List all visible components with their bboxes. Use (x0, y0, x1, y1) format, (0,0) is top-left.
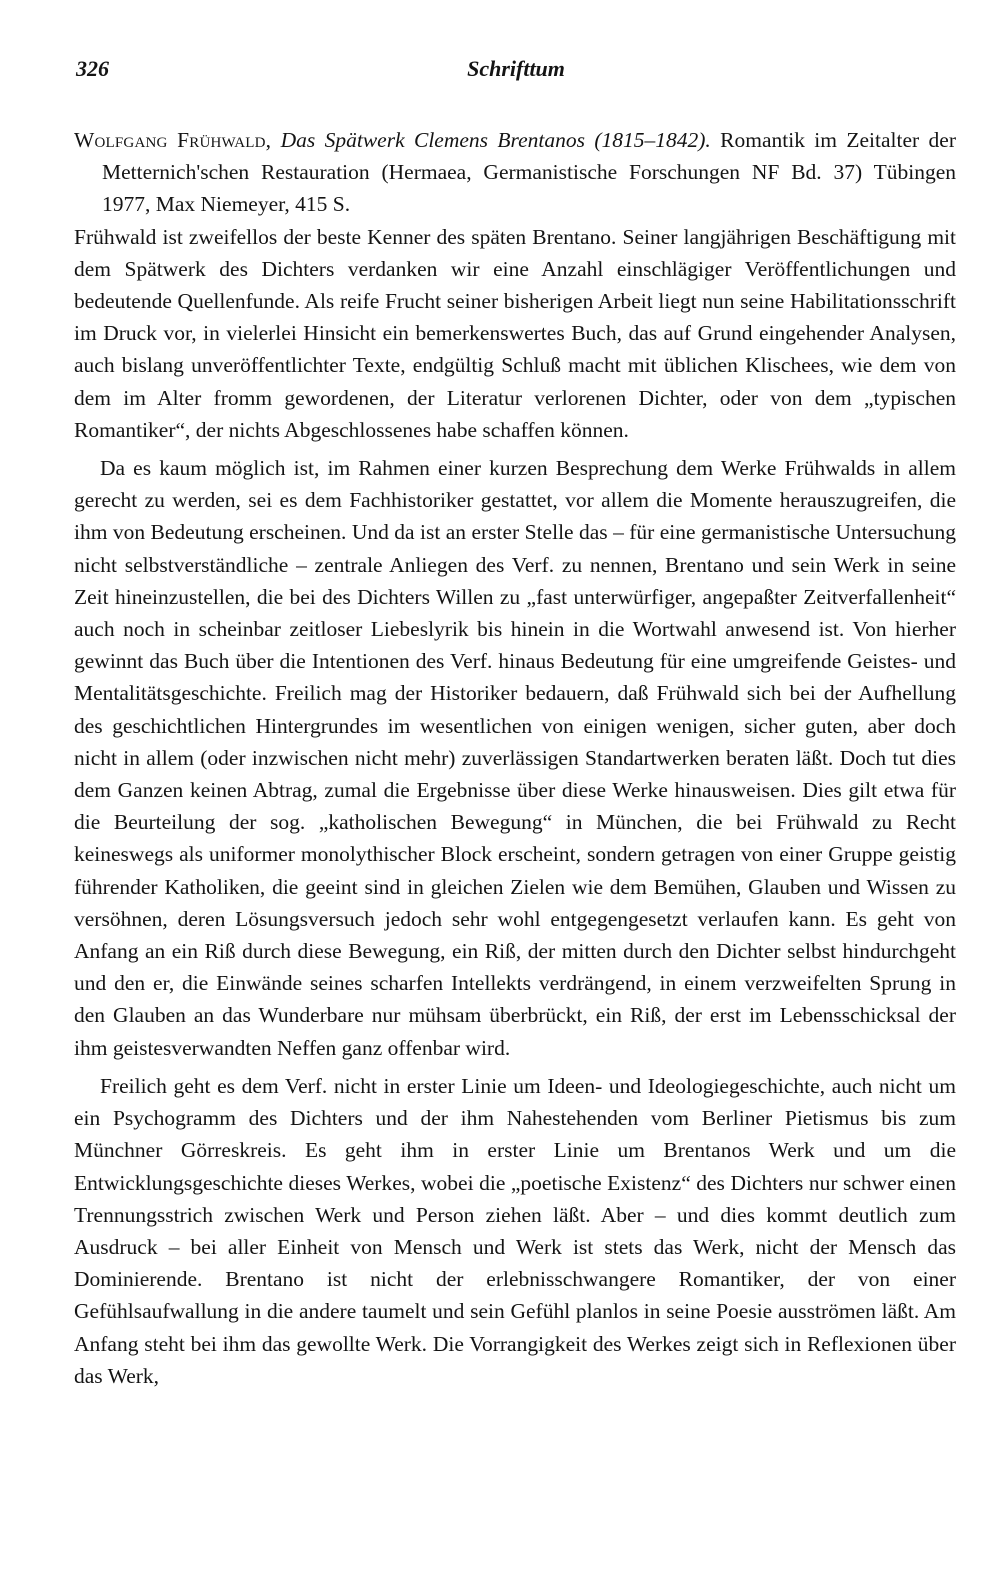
review-paragraph-1: Frühwald ist zweifellos der beste Kenner des späten Brentano. Seiner langjährigen Beschäftigung mit dem Spätwerk des Dichters verdanken wir eine Anzahl einschlägiger Veröffentlichungen und bedeutende Quellenfunde. Als reife Frucht seiner bisherigen Arbeit liegt nun seine Habilitationsschrift im Druck vor, in vielerlei Hinsicht ein bemerkenswertes Buch, das auf Grund eingehender Analysen, auch bislang unveröffentlichter Texte, endgültig Schluß macht mit üblichen Klischees, wie dem von dem im Alter fromm gewordenen, der Literatur verlorenen Dichter, oder von dem „typischen Romantiker“, der nichts Abgeschlossenes habe schaffen können. (74, 224, 956, 442)
review-paragraph-2: Da es kaum möglich ist, im Rahmen einer kurzen Besprechung dem Werke Frühwalds in allem gerecht zu werden, sei es dem Fachhistoriker gestattet, vor allem die Momente herauszugreifen, die ihm von Bedeutung erscheinen. Und da ist an erster Stelle das – für eine germanistische Untersuchung nicht selbstverständliche – zentrale Anliegen des Verf. zu nennen, Brentano und sein Werk in seine Zeit hineinzustellen, die bei des Dichters Willen zu „fast unterwürfiger, angepaßter Zeitverfallenheit“ auch noch in scheinbar zeitloser Liebeslyrik bis hinein in die Wortwahl anwesend ist. Von hierher gewinnt das Buch über die Intentionen des Verf. hinaus Bedeutung für eine umgreifende Geistes- und Mentalitätsgeschichte. Freilich mag der Historiker bedauern, daß Frühwald sich bei der Aufhellung des geschichtlichen Hintergrundes im wesentlichen von einigen wenigen, sicher guten, aber doch nicht in allem (oder inzwischen nicht mehr) zuverlässigen Standartwerken beraten läßt. Doch tut dies dem Ganzen keinen Abtrag, zumal die Ergebnisse über diese Werke hinausweisen. Dies gilt etwa für die Beurteilung der sog. „katholischen Bewegung“ in München, die bei Frühwald zu Recht keineswegs als uniformer monolythischer Block erscheint, sondern getragen von einer Gruppe geistig führender Katholiken, die geeint sind in gleichen Zielen wie dem Bemühen, Glauben und Wissen zu versöhnen, deren Lösungsversuch jedoch sehr wohl entgegengesetzt verlaufen kann. Es geht von Anfang an ein Riß durch diese Bewegung, ein Riß, der mitten durch den Dichter selbst hindurchgeht und den er, die Einwände seines scharfen Intellekts verdrängend, in einem verzweifelten Sprung in den Glauben an das Wunderbare nur mühsam überbrückt, ein Riß, der erst im Lebensschicksal der ihm geistesverwandten Neffen ganz offenbar wird. (74, 456, 956, 1060)
review-author: Wolfgang Frühwald, (74, 128, 272, 152)
running-head (76, 56, 956, 90)
review-body (74, 124, 956, 1392)
book-title: Das Spätwerk Clemens Brentanos (1815–1842). (280, 128, 711, 152)
running-title: Schrifttum (467, 56, 565, 81)
review-paragraph-3: Freilich geht es dem Verf. nicht in erster Linie um Ideen- und Ideologiegeschichte, auch nicht um ein Psychogramm des Dichters und der ihm Nahestehenden vom Berliner Pietismus bis zum Münchner Görreskreis. Es geht ihm in erster Linie um Brentanos Werk und um die Entwicklungsgeschichte dieses Werkes, wobei die „poetische Existenz“ des Dichters nur schwer einen Trennungsstrich zwischen Werk und Person ziehen läßt. Aber – und dies kommt deutlich zum Ausdruck – bei aller Einheit von Mensch und Werk ist stets das Werk, nicht der Mensch das Dominierende. Brentano ist nicht der erlebnisschwangere Romantiker, der von einer Gefühlsaufwallung in die andere taumelt und sein Gefühl planlos in seine Poesie ausströmen läßt. Am Anfang steht bei ihm das gewollte Werk. Die Vorrangigkeit des Werkes zeigt sich in Reflexionen über das Werk, (74, 1073, 956, 1388)
bibliographic-details: Romantik im Zeitalter der Metternich'schen Restauration (Hermaea, Germanistische Forschungen NF Bd. 37) Tübingen 1977, Max Niemeyer, 415 S. (102, 128, 956, 217)
page-number: 326 (76, 56, 109, 81)
bibliographic-entry (74, 124, 956, 221)
